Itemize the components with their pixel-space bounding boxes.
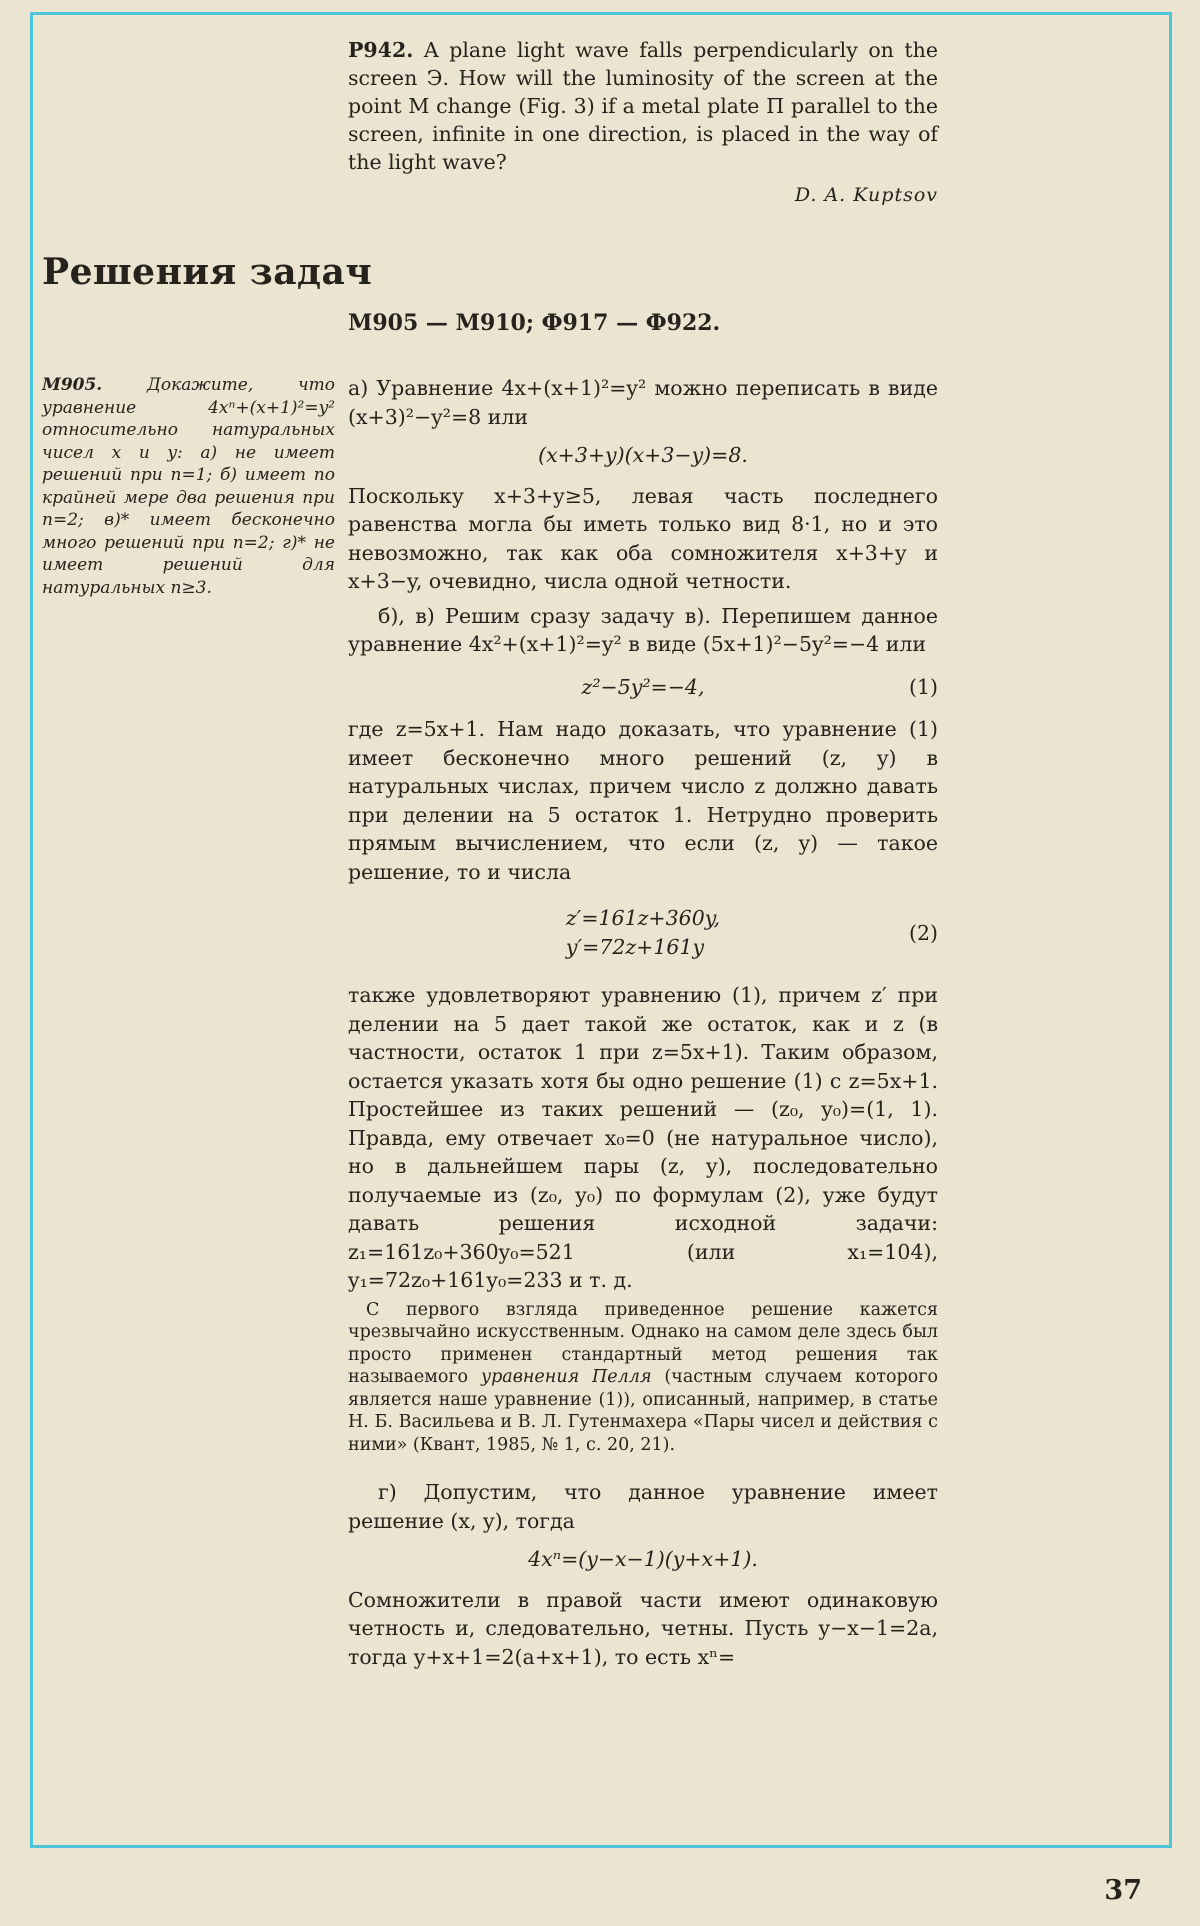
problem-p942-paragraph <box>348 36 938 176</box>
two-column-layout <box>42 374 938 1671</box>
sidebar-problem-text: Докажите, что уравнение 4xⁿ+(x+1)²=y² относительно натуральных чисел x и y: а) не имеет решений при n=1; б) имеет по крайней мере два решения при n=2; в)* имеет бесконечно много решений при n=2; г)* не имеет решений для натуральных n≥3. <box>42 375 335 598</box>
sidebar-problem-label: М905. <box>42 375 103 395</box>
equation-2-formulas <box>566 904 720 961</box>
display-formula-g: 4xⁿ=(y−x−1)(y+x+1). <box>528 1547 758 1571</box>
problem-p942 <box>348 36 938 206</box>
equation-1-formula: z²−5y²=−4, <box>581 674 705 699</box>
sidebar-problem-m905 <box>42 374 335 599</box>
equation-1-number: (1) <box>908 674 938 699</box>
solution-para-also: также удовлетворяют уравнению (1), причем z′ при делении на 5 дает такой же остаток, как и z (в частности, остаток 1 при z=5x+1). Таким образом, остается указать хотя бы одно решение (1) с z=5x+1. Простейшее из таких решений — (z₀, y₀)=(1, 1). Правда, ему отвечает x₀=0 (не натуральное число), но в дальнейшем пары (z, y), последовательно получаемые из (z₀, y₀) по формулам (2), уже будут давать решения исходной задачи: z₁=161z₀+360y₀=521 (или x₁=104), y₁=72z₀+161y₀=233 и т. д. <box>348 983 938 1292</box>
solution-para-g: г) Допустим, что данное уравнение имеет решение (x, y), тогда <box>348 1480 938 1533</box>
page-number: 37 <box>1104 1875 1142 1906</box>
equation-2-line2: y′=72z+161y <box>565 934 705 959</box>
note-part3: (частным случаем которого является наше уравнение (1)), описанный, например, в статье Н. Б. Васильева и В. Л. Гутенмахера «Пары чисел и действия с ними» (Квант, 1985, № 1, с. 20, 21). <box>348 1367 938 1455</box>
solution-para-b-v: б), в) Решим сразу задачу в). Перепишем данное уравнение 4x²+(x+1)²=y² в виде (5x+1)²−5y²=−4 или <box>348 603 938 656</box>
solution-para-a: а) Уравнение 4x+(x+1)²=y² можно переписать в виде (x+3)²−y²=8 или <box>348 376 938 429</box>
note-part1: С первого взгляда приведенное решение кажется чрезвычайно искусственным. Однако на самом деле здесь был просто применен стандартный метод решения так называемого <box>348 1299 938 1387</box>
equation-2-number: (2) <box>908 920 938 945</box>
problem-p942-author: D. A. Kuptsov <box>794 184 938 206</box>
solution-para-g-continued: Сомножители в правой части имеют одинаковую четность и, следовательно, четны. Пусть y−x−1=2a, тогда y+x+1=2(a+x+1), то есть xⁿ= <box>348 1587 938 1669</box>
problem-p942-label: Р942. <box>348 38 414 62</box>
solution-editorial-note <box>348 1299 938 1457</box>
display-formula-a: (x+3+y)(x+3−y)=8. <box>538 443 748 467</box>
equation-2-line1: z′=161z+360y, <box>565 906 721 930</box>
equation-1 <box>348 673 938 702</box>
problem-p942-text: A plane light wave falls perpendicularly on the screen Э. How will the luminosity of the screen at the point M change (Fig. 3) if a metal plate П parallel to the screen, infinite in one direction, is placed in the way of the light wave? <box>348 38 938 174</box>
page-content <box>42 36 938 1671</box>
solution-para-z: где z=5x+1. Нам надо доказать, что уравнение (1) имеет бесконечно много решений (z, y) в натуральных числах, причем число z должно давать при делении на 5 остаток 1. Нетрудно проверить прямым вычислением, что если (z, y) — такое решение, то и числа <box>348 717 938 884</box>
equation-2 <box>348 904 938 961</box>
solutions-problem-range: М905 — М910; Ф917 — Ф922. <box>348 310 721 336</box>
solution-column <box>348 374 938 1671</box>
solutions-section-title: Решения задач <box>42 251 373 293</box>
note-pell-equation-italic: уравнения Пелля <box>480 1367 652 1387</box>
solution-para-a-continued: Поскольку x+3+y≥5, левая часть последнего равенства могла бы иметь только вид 8·1, но и это невозможно, так как оба сомножителя x+3+y и x+3−y, очевидно, числа одной четности. <box>348 483 938 593</box>
